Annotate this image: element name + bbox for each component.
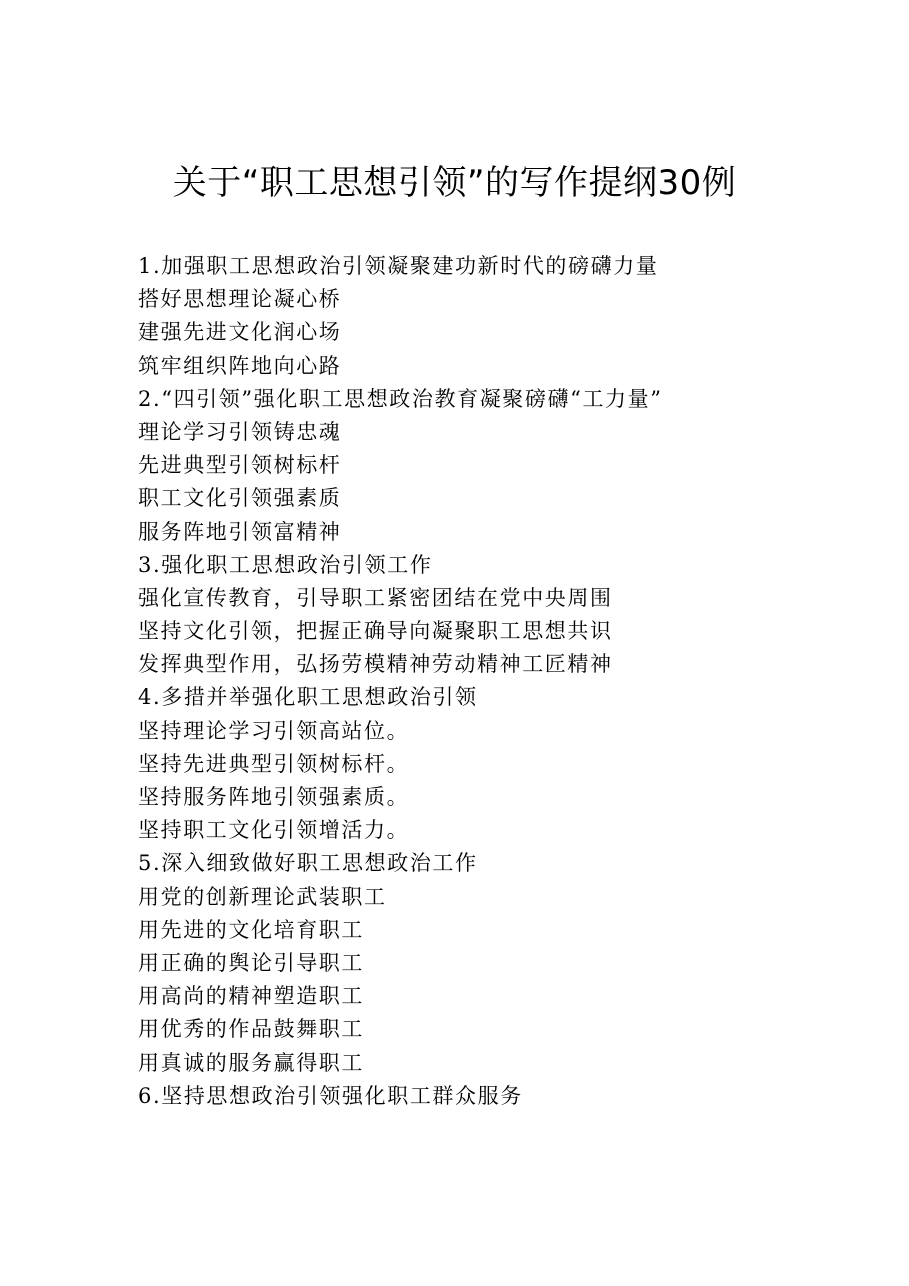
outline-heading: 4.多措并举强化职工思想政治引领	[138, 685, 478, 710]
outline-item: 强化宣传教育，引导职工紧密团结在党中央周围	[138, 585, 613, 610]
outline-item: 坚持文化引领，把握正确导向凝聚职工思想共识	[138, 619, 613, 644]
outline-heading: 5.深入细致做好职工思想政治工作	[138, 851, 478, 876]
outline-item: 坚持先进典型引领树标杆。	[138, 751, 410, 776]
outline-item: 搭好思想理论凝心桥	[138, 287, 342, 312]
outline-heading: 6.坚持思想政治引领强化职工群众服务	[138, 1083, 523, 1108]
outline-item: 用真诚的服务赢得职工	[138, 1050, 364, 1075]
outline-list	[138, 250, 858, 1113]
outline-item: 用正确的舆论引导职工	[138, 950, 364, 975]
outline-item: 理论学习引领铸忠魂	[138, 419, 342, 444]
outline-item: 坚持服务阵地引领强素质。	[138, 785, 410, 809]
outline-item: 用优秀的作品鼓舞职工	[138, 1017, 364, 1042]
outline-item: 服务阵地引领富精神	[138, 519, 342, 544]
document-title: 关于“职工思想引领”的写作提纲30例	[172, 163, 737, 203]
outline-heading: 2.“四引领”强化职工思想政治教育凝聚磅礴“工力量”	[138, 386, 663, 411]
outline-item: 筑牢组织阵地向心路	[138, 353, 342, 378]
outline-item: 用高尚的精神塑造职工	[138, 984, 364, 1009]
outline-item: 用党的创新理论武装职工	[138, 884, 387, 909]
outline-item: 建强先进文化润心场	[138, 320, 342, 345]
outline-item: 坚持职工文化引领增活力。	[138, 818, 410, 843]
outline-item: 用先进的文化培育职工	[138, 917, 364, 942]
outline-heading: 3.强化职工思想政治引领工作	[138, 552, 433, 577]
outline-item: 发挥典型作用，弘扬劳模精神劳动精神工匠精神	[138, 652, 613, 677]
outline-item: 职工文化引领强素质	[138, 486, 342, 511]
outline-item: 坚持理论学习引领高站位。	[138, 718, 410, 743]
outline-item: 先进典型引领树标杆	[138, 453, 342, 478]
outline-heading: 1.加强职工思想政治引领凝聚建功新时代的磅礴力量	[138, 254, 659, 278]
